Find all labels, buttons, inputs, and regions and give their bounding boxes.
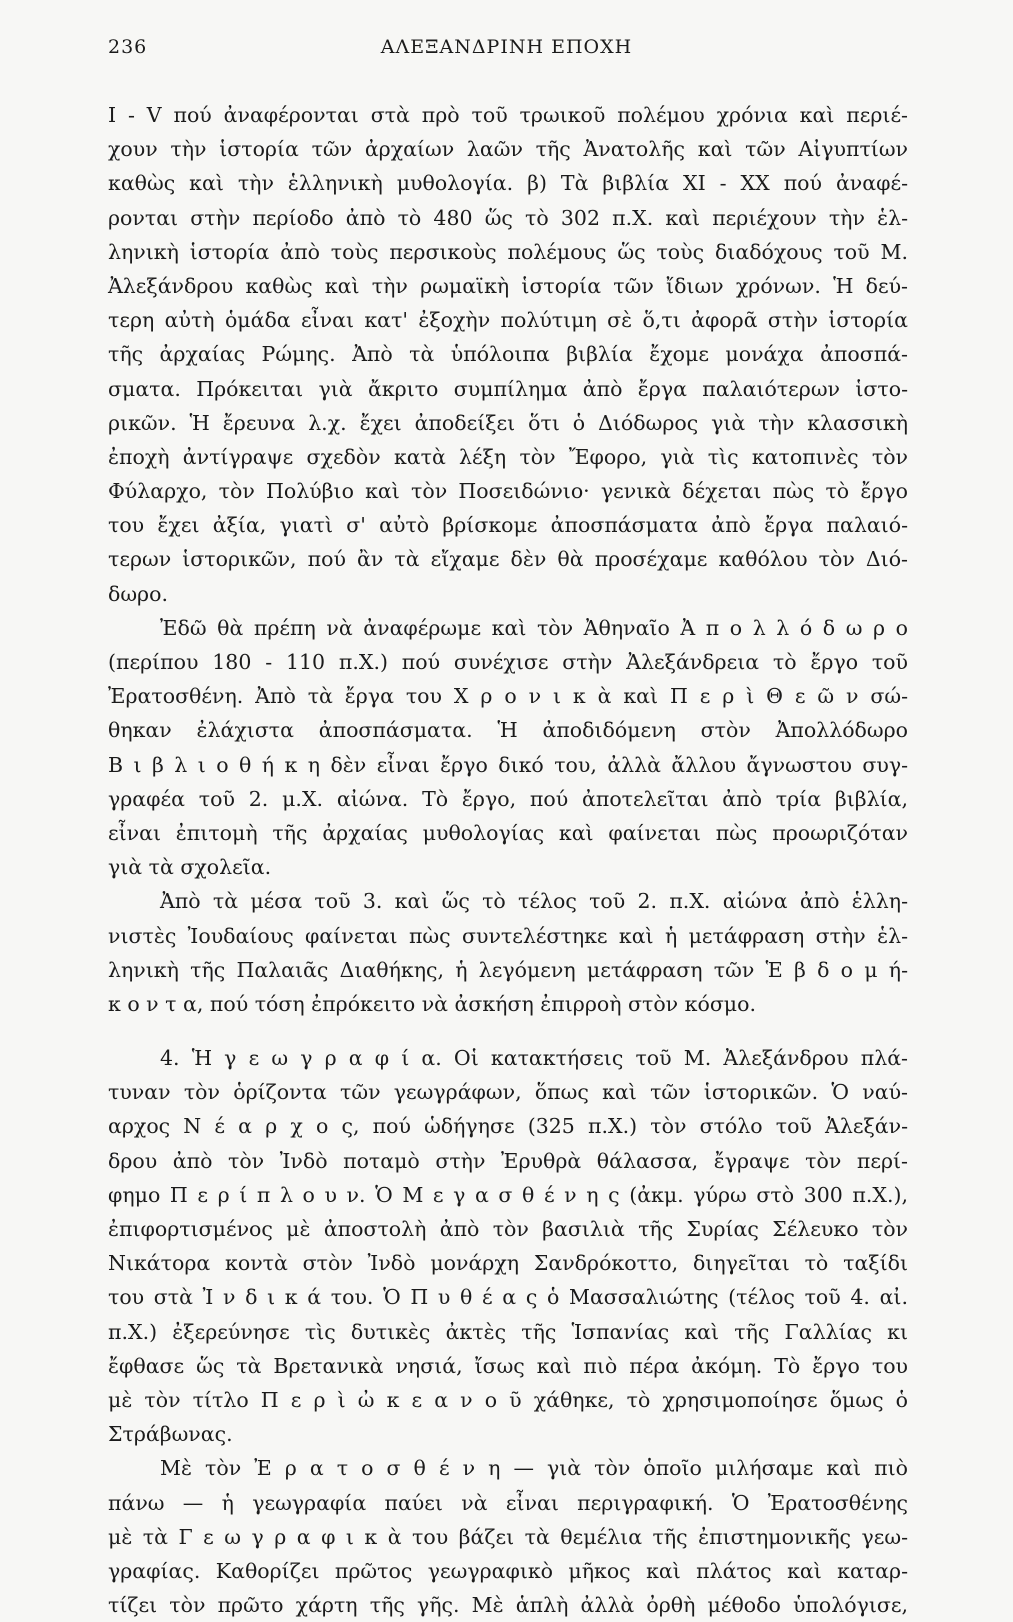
- text-line: Ἐρατοσθένη. Ἀπὸ τὰ ἔργα του Χ ρ ο ν ι κ ὰ καὶ Π ε ρ ὶ Θ ε ῶ ν σώ-: [108, 684, 908, 709]
- text-line: εἶναι ἐπιτομὴ τῆς ἀρχαίας μυθολογίας καὶ φαίνεται πὼς προωριζόταν: [108, 820, 908, 845]
- page-number: 236: [108, 36, 148, 58]
- text-line: γραφίας. Καθορίζει πρῶτος γεωγραφικὸ μῆκος καὶ πλάτος καὶ καταρ-: [108, 1558, 908, 1583]
- text-line: τερων ἱστορικῶν, πού ἂν τὰ εἴχαμε δὲν θὰ προσέχαμε καθόλου τὸν Διό-: [108, 547, 908, 572]
- body-text: [108, 98, 908, 1622]
- section-gap: [108, 1021, 908, 1041]
- page-header: [108, 36, 905, 66]
- text-line: δρου ἀπὸ τὸν Ἰνδὸ ποταμὸ στὴν Ἐρυθρὰ θάλασσα, ἔγραψε τὸν περί-: [108, 1148, 908, 1173]
- text-line: Β ι β λ ι ο θ ή κ η δὲν εἶναι ἔργο δικό του, ἀλλὰ ἄλλου ἄγνωστου συγ-: [108, 752, 908, 777]
- text-line: μὲ τὸν τίτλο Π ε ρ ὶ ὠ κ ε α ν ο ῦ χάθηκε, τὸ χρησιμοποίησε ὅμως ὁ: [108, 1387, 908, 1412]
- text-line: ἔφθασε ὥς τὰ Βρετανικὰ νησιά, ἴσως καὶ πιὸ πέρα ἀκόμη. Τὸ ἔργο του: [108, 1353, 908, 1378]
- text-line: Νικάτορα κοντὰ στὸν Ἰνδὸ μονάρχη Σανδρόκοττο, διηγεῖται τὸ ταξίδι: [108, 1251, 908, 1276]
- running-title: ΑΛΕΞΑΝΔΡΙΝΗ ΕΠΟΧΗ: [380, 36, 633, 58]
- text-line: Ἀπὸ τὰ μέσα τοῦ 3. καὶ ὥς τὸ τέλος τοῦ 2. π.Χ. αἰώνα ἀπὸ ἑλλη-: [160, 889, 908, 914]
- text-line: I - V πού ἀναφέρονται στὰ πρὸ τοῦ τρωικοῦ πολέμου χρόνια καὶ περιέ-: [108, 103, 908, 127]
- text-line: ρικῶν. Ἡ ἔρευνα λ.χ. ἔχει ἀποδείξει ὅτι ὁ Διόδωρος γιὰ τὴν κλασσικὴ: [108, 410, 908, 435]
- text-line: μὲ τὰ Γ ε ω γ ρ α φ ι κ ὰ του βάζει τὰ θεμέλια τῆς ἐπιστημονικῆς γεω-: [108, 1524, 908, 1549]
- text-line: ληνικὴ ἱστορία ἀπὸ τοὺς περσικοὺς πολέμους ὥς τοὺς διαδόχους τοῦ Μ.: [108, 239, 908, 264]
- text-line: φημο Π ε ρ ί π λ ο υ ν. Ὁ Μ ε γ α σ θ έ ν η ς (ἀκμ. γύρω στὸ 300 π.Χ.),: [108, 1182, 908, 1207]
- text-line: καθὼς καὶ τὴν ἑλληνικὴ μυθολογία. β) Τὰ βιβλία XI - XX πού ἀναφέ-: [108, 171, 908, 196]
- text-line: νιστὲς Ἰουδαίους φαίνεται πὼς συντελέστηκε καὶ ἡ μετάφραση στὴν ἑλ-: [108, 923, 908, 948]
- text-line: Στράβωνας.: [108, 1422, 233, 1447]
- text-line: Ἐδῶ θὰ πρέπη νὰ ἀναφέρωμε καὶ τὸν Ἀθηναῖο Ἀ π ο λ λ ό δ ω ρ ο: [160, 615, 908, 640]
- text-line: πάνω — ἡ γεωγραφία παύει νὰ εἶναι περιγραφική. Ὁ Ἐρατοσθένης: [108, 1490, 908, 1515]
- text-line: του ἔχει ἀξία, γιατὶ σ' αὐτὸ βρίσκομε ἀποσπάσματα ἀπὸ ἔργα παλαιό-: [108, 513, 908, 538]
- text-line: ρονται στὴν περίοδο ἀπὸ τὸ 480 ὥς τὸ 302 π.Χ. καὶ περιέχουν τὴν ἑλ-: [108, 205, 908, 230]
- text-line: π.Χ.) ἐξερεύνησε τὶς δυτικὲς ἀκτὲς τῆς Ἱσπανίας καὶ τῆς Γαλλίας κι: [108, 1319, 908, 1344]
- text-line: τερη αὐτὴ ὁμάδα εἶναι κατ' ἐξοχὴν πολύτιμη σὲ ὅ,τι ἀφορᾶ στὴν ἱστορία: [108, 308, 908, 333]
- text-line: τῆς ἀρχαίας Ρώμης. Ἀπὸ τὰ ὑπόλοιπα βιβλία ἔχομε μονάχα ἀποσπά-: [108, 342, 908, 367]
- text-line: αρχος Ν έ α ρ χ ο ς, πού ὡδήγησε (325 π.Χ.) τὸν στόλο τοῦ Ἀλεξάν-: [108, 1114, 908, 1139]
- text-line: 4. Ἡ γ ε ω γ ρ α φ ί α. Οἱ κατακτήσεις τοῦ Μ. Ἀλεξάνδρου πλά-: [160, 1046, 908, 1071]
- text-line: γραφέα τοῦ 2. μ.Χ. αἰώνα. Τὸ ἔργο, πού ἀποτελεῖται ἀπὸ τρία βιβλία,: [108, 786, 908, 811]
- text-line: δωρο.: [108, 581, 168, 606]
- text-line: (περίπου 180 - 110 π.Χ.) πού συνέχισε στὴν Ἀλεξάνδρεια τὸ ἔργο τοῦ: [108, 650, 908, 674]
- text-line: χουν τὴν ἱστορία τῶν ἀρχαίων λαῶν τῆς Ἀνατολῆς καὶ τῶν Αἰγυπτίων: [108, 137, 908, 162]
- text-line: θηκαν ἐλάχιστα ἀποσπάσματα. Ἡ ἀποδιδόμενη στὸν Ἀπολλόδωρο: [108, 718, 908, 743]
- text-line: Ἀλεξάνδρου καθὼς καὶ τὴν ρωμαϊκὴ ἱστορία τῶν ἴδιων χρόνων. Ἡ δεύ-: [108, 273, 908, 298]
- text-line: του στὰ Ἰ ν δ ι κ ά του. Ὁ Π υ θ έ α ς ὁ Μασσαλιώτης (τέλος τοῦ 4. αἰ.: [108, 1285, 908, 1310]
- text-line: σματα. Πρόκειται γιὰ ἄκριτο συμπίλημα ἀπὸ ἔργα παλαιότερων ἱστο-: [108, 376, 908, 401]
- text-line: ἐποχὴ ἀντίγραψε σχεδὸν κατὰ λέξη τὸν Ἔφορο, γιὰ τὶς κατοπινὲς τὸν: [108, 444, 908, 469]
- text-line: τυναν τὸν ὁρίζοντα τῶν γεωγράφων, ὅπως καὶ τῶν ἱστορικῶν. Ὁ ναύ-: [108, 1080, 908, 1105]
- text-line: τίζει τὸν πρῶτο χάρτη τῆς γῆς. Μὲ ἁπλὴ ἀλλὰ ὀρθὴ μέθοδο ὑπολόγισε,: [108, 1593, 908, 1618]
- text-line: ληνικὴ τῆς Παλαιᾶς Διαθήκης, ἡ λεγόμενη μετάφραση τῶν Ἑ β δ ο μ ή-: [108, 957, 908, 982]
- text-line: γιὰ τὰ σχολεῖα.: [108, 855, 272, 880]
- text-line: κ ο ν τ α, πού τόση ἐπρόκειτο νὰ ἀσκήση ἐπιρροὴ στὸν κόσμο.: [108, 991, 756, 1016]
- text-line: Φύλαρχο, τὸν Πολύβιο καὶ τὸν Ποσειδώνιο· γενικὰ δέχεται πὼς τὸ ἔργο: [108, 479, 908, 504]
- text-line: ἐπιφορτισμένος μὲ ἀποστολὴ ἀπὸ τὸν βασιλιὰ τῆς Συρίας Σέλευκο τὸν: [108, 1217, 908, 1241]
- text-line: Μὲ τὸν Ἐ ρ α τ ο σ θ έ ν η — γιὰ τὸν ὁποῖο μιλήσαμε καὶ πιὸ: [160, 1456, 908, 1481]
